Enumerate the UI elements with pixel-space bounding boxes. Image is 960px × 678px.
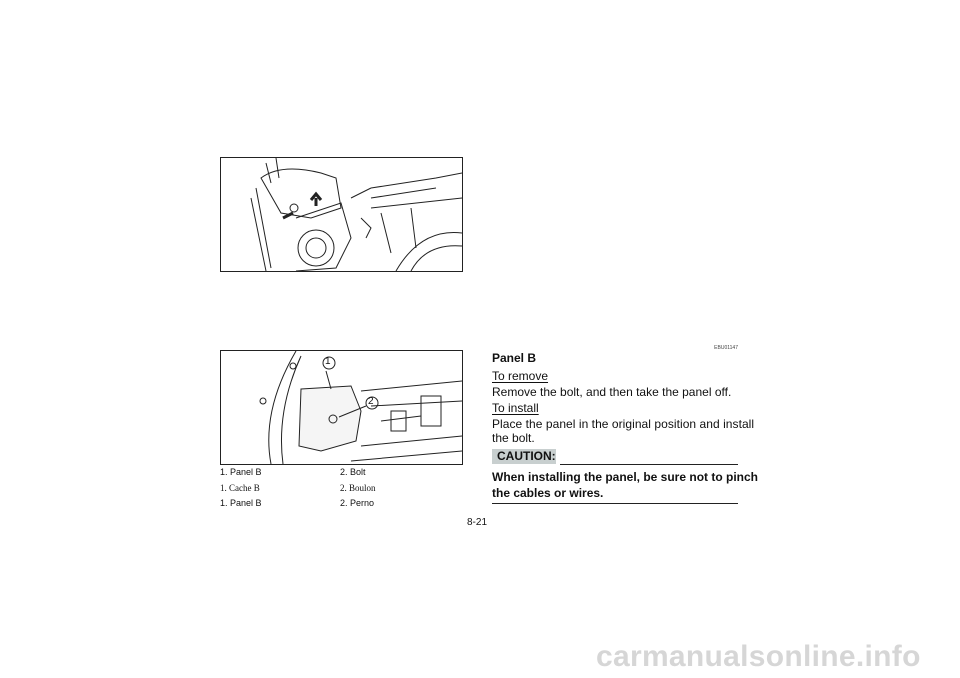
callout-1: 1 (325, 356, 331, 367)
caution-rule (560, 464, 738, 465)
atv-illustration (221, 158, 462, 271)
remove-heading: To remove (492, 369, 549, 383)
caption-fr-1: 1. Cache B (220, 483, 260, 493)
caption-es-2: 2. Perno (340, 498, 375, 508)
caution-end-rule (492, 503, 738, 504)
caption-en-1: 1. Panel B (220, 467, 262, 477)
caption-en-2: 2. Bolt (340, 467, 366, 477)
watermark: carmanualsonline.info (596, 640, 921, 673)
caption-es-1: 1. Panel B (220, 498, 262, 508)
callout-2: 2 (368, 396, 374, 407)
section-panel-b (492, 344, 759, 504)
caution-text-2: the cables or wires. (492, 486, 604, 500)
panel-b-illustration (221, 351, 462, 464)
caption-fr-2: 2. Boulon (340, 483, 376, 493)
install-text-1: Place the panel in the original position and install (492, 417, 755, 431)
remove-text: Remove the bolt, and then take the panel off. (492, 385, 732, 399)
figure-atv-panel-location (220, 157, 463, 272)
section-code: EBU01147 (714, 345, 738, 351)
page-number: 8-21 (467, 517, 488, 528)
install-text-2: the bolt. (492, 431, 535, 445)
caution-text-1: When installing the panel, be sure not to pinch (492, 470, 759, 484)
section-title: Panel B (492, 351, 537, 365)
figure-panel-b (220, 350, 463, 465)
caution-label: CAUTION: (492, 449, 556, 464)
install-heading: To install (492, 401, 539, 415)
